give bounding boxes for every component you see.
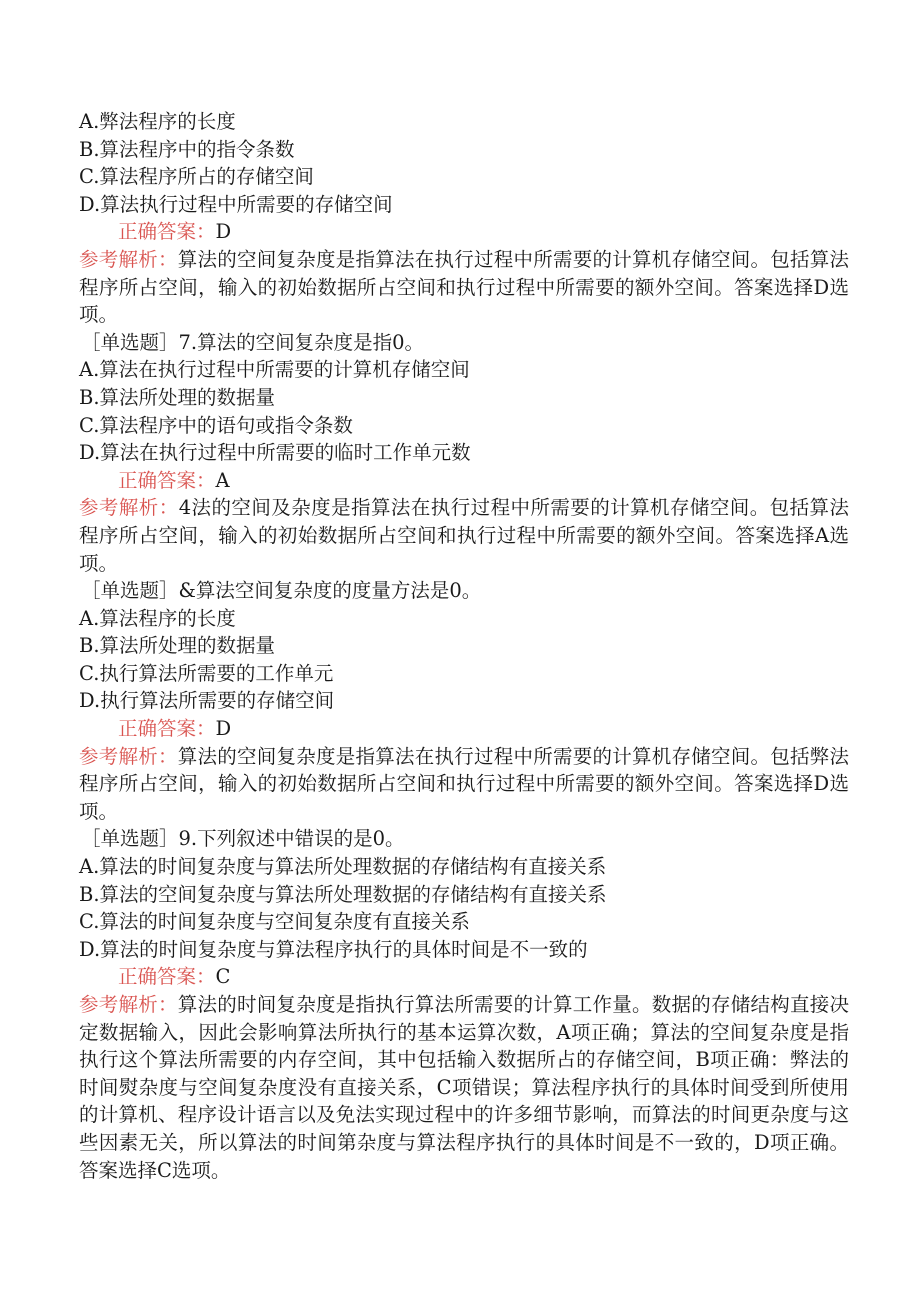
analysis-paragraph — [79, 494, 849, 577]
answer-line — [79, 218, 849, 246]
option-d: D.算法在执行过程中所需要的临时工作单元数 — [79, 441, 471, 465]
option-d: D.算法执行过程中所需要的存储空间 — [79, 192, 393, 216]
analysis-label: 参考解析： — [79, 993, 178, 1016]
analysis-label: 参考解析： — [79, 496, 179, 520]
analysis-paragraph — [79, 743, 849, 826]
answer-value: D — [215, 220, 232, 244]
option-a: A.算法程序的长度 — [79, 606, 236, 630]
question-stem: ［单选题］7.算法的空间复杂度是指0。 — [81, 330, 425, 354]
option-c: C.算法的时间复杂度与空间复杂度有直接关系 — [79, 910, 470, 934]
analysis-label: 参考解析： — [79, 247, 178, 271]
question-block-1 — [79, 108, 849, 329]
answer-label: 正确答案： — [118, 965, 216, 989]
answer-line — [79, 467, 849, 495]
answer-value: A — [215, 468, 230, 492]
option-c: C.算法程序所占的存储空间 — [79, 165, 314, 189]
option-b: B.算法程序中的指令条数 — [79, 137, 295, 161]
option-b: B.算法的空间复杂度与算法所处理数据的存储结构有直接关系 — [79, 882, 607, 906]
answer-line — [79, 963, 849, 991]
option-d: D.算法的时间复杂度与算法程序执行的具体时间是不一致的 — [79, 937, 588, 961]
option-b: B.算法所处理的数据量 — [79, 634, 276, 658]
analysis-paragraph — [79, 991, 849, 1184]
question-block-8 — [79, 577, 849, 825]
analysis-text: 算法的空间复杂度是指算法在执行过程中所需要的计算机存储空间。包括弊法程序所占空间，输入的初始数据所占空间和执行过程中所需要的额外空间。答案选择D选项。 — [79, 744, 849, 823]
answer-label: 正确答案： — [118, 220, 216, 244]
answer-value: D — [215, 717, 232, 741]
answer-line — [79, 715, 849, 743]
option-b: B.算法所处理的数据量 — [79, 385, 276, 409]
question-block-7 — [79, 329, 849, 577]
question-stem: ［单选题］9.下列叙述中错误的是0。 — [81, 827, 405, 851]
question-block-9 — [79, 825, 849, 1184]
analysis-paragraph — [79, 246, 849, 329]
option-a: A.弊法程序的长度 — [79, 110, 236, 133]
option-d: D.执行算法所需要的存储空间 — [79, 689, 335, 713]
answer-value: C — [215, 965, 231, 989]
analysis-label: 参考解析： — [79, 744, 178, 768]
option-a: A.算法的时间复杂度与算法所处理数据的存储结构有直接关系 — [79, 855, 607, 879]
analysis-text: 4法的空间及杂度是指算法在执行过程中所需要的计算机存储空间。包括算法程序所占空间，输入的初始数据所占空间和执行过程中所需要的额外空间。答案选择A选项。 — [79, 496, 849, 575]
option-c: C.执行算法所需要的工作单元 — [79, 661, 334, 685]
answer-label: 正确答案： — [118, 468, 216, 492]
question-stem: ［单选题］&算法空间复杂度的度量方法是0。 — [81, 579, 482, 603]
document-page — [79, 108, 849, 1184]
option-c: C.算法程序中的语句或指令条数 — [79, 413, 353, 437]
analysis-text: 算法的时间复杂度是指执行算法所需要的计算工作量。数据的存储结构直接决定数据输入，因此会影响算法所执行的基本运算次数，A项正确；算法的空间复杂度是指执行这个算法所需要的内存空间，其中包括输入数据所占的存储空间，B项正确：弊法的时间熨杂度与空间复杂度没有直接关系，C项错误；算法程序执行的具体时间受到所使用的计算机、程序设计语言以及免法实现过程中的许多细节影响，而算法的时间更杂度与这些因素无关，所以算法的时间第杂度与算法程序执行的具体时间是不一致的，D项正确。答案选择C选项。 — [79, 993, 849, 1182]
answer-label: 正确答案： — [118, 717, 216, 741]
analysis-text: 算法的空间复杂度是指算法在执行过程中所需要的计算机存储空间。包括算法程序所占空间，输入的初始数据所占空间和执行过程中所需要的额外空间。答案选择D选项。 — [79, 247, 849, 327]
option-a: A.算法在执行过程中所需要的计算机存储空间 — [79, 358, 470, 382]
